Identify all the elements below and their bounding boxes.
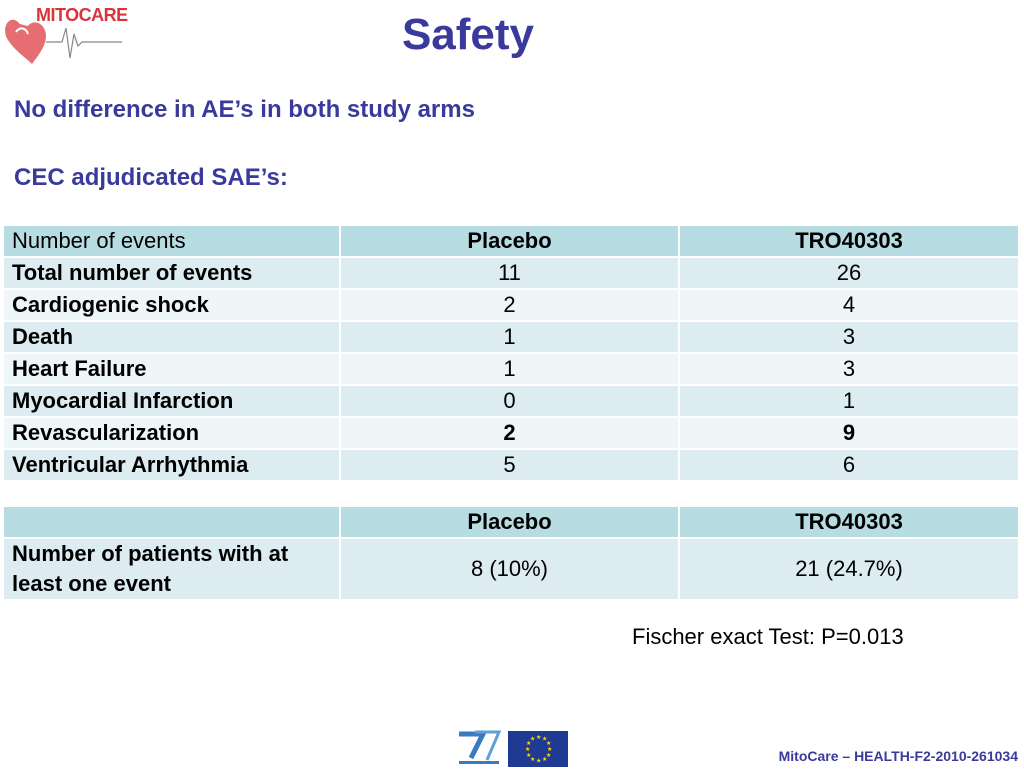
row-placebo: 1 (340, 321, 679, 353)
table-row (3, 353, 1019, 385)
table-row (3, 289, 1019, 321)
row-placebo: 0 (340, 385, 679, 417)
row-drug: 1 (679, 385, 1019, 417)
svg-text:★: ★ (546, 752, 552, 759)
row-drug: 9 (679, 417, 1019, 449)
row-label: Myocardial Infarction (3, 385, 340, 417)
row-drug: 4 (679, 289, 1019, 321)
patients-table (2, 505, 1020, 601)
table-row (3, 385, 1019, 417)
svg-text:★: ★ (530, 735, 536, 743)
row-label: Ventricular Arrhythmia (3, 449, 340, 481)
fp7-logo (455, 728, 505, 768)
row-label: Death (3, 321, 340, 353)
row-placebo: 8 (10%) (340, 538, 679, 600)
row-placebo: 2 (340, 289, 679, 321)
svg-text:★: ★ (542, 735, 548, 743)
fp7-icon (455, 728, 505, 768)
table-header-row (3, 506, 1019, 538)
eu-flag (508, 731, 568, 767)
row-label: Total number of events (3, 257, 340, 289)
header-label: Number of events (3, 225, 340, 257)
table-row (3, 321, 1019, 353)
header-placebo: Placebo (340, 506, 679, 538)
table-row (3, 449, 1019, 481)
table-row (3, 257, 1019, 289)
eu-stars-icon (508, 731, 568, 767)
svg-text:★: ★ (542, 756, 548, 763)
header-placebo: Placebo (340, 225, 679, 257)
header-label (3, 506, 340, 538)
svg-text:★: ★ (547, 746, 553, 753)
subtitle-sae: CEC adjudicated SAE’s: (14, 164, 288, 191)
row-label: Heart Failure (3, 353, 340, 385)
row-label: Number of patients with at least one event (3, 538, 340, 600)
row-drug: 26 (679, 257, 1019, 289)
svg-text:★: ★ (536, 734, 542, 741)
footer-text: MitoCare – HEALTH-F2-2010-261034 (778, 748, 1018, 764)
row-label: Revascularization (3, 417, 340, 449)
subtitle-ae: No difference in AE’s in both study arms (14, 96, 475, 123)
header-drug: TRO40303 (679, 506, 1019, 538)
row-label: Cardiogenic shock (3, 289, 340, 321)
row-drug: 3 (679, 353, 1019, 385)
logo-text: MITOCARE (36, 5, 128, 25)
events-table (2, 224, 1020, 482)
row-drug: 3 (679, 321, 1019, 353)
table-row (3, 538, 1019, 600)
row-placebo: 5 (340, 449, 679, 481)
svg-text:★: ★ (526, 752, 532, 759)
table-header-row (3, 225, 1019, 257)
row-placebo: 11 (340, 257, 679, 289)
svg-text:★: ★ (525, 746, 531, 753)
svg-text:★: ★ (530, 756, 536, 763)
row-placebo: 1 (340, 353, 679, 385)
row-drug: 21 (24.7%) (679, 538, 1019, 600)
table-row (3, 417, 1019, 449)
page-title: Safety (401, 10, 535, 59)
row-drug: 6 (679, 449, 1019, 481)
svg-text:★: ★ (526, 740, 532, 747)
fischer-test-note: Fischer exact Test: P=0.013 (632, 624, 904, 649)
header-drug: TRO40303 (679, 225, 1019, 257)
svg-text:★: ★ (536, 757, 542, 765)
row-placebo: 2 (340, 417, 679, 449)
svg-text:★: ★ (546, 740, 552, 747)
